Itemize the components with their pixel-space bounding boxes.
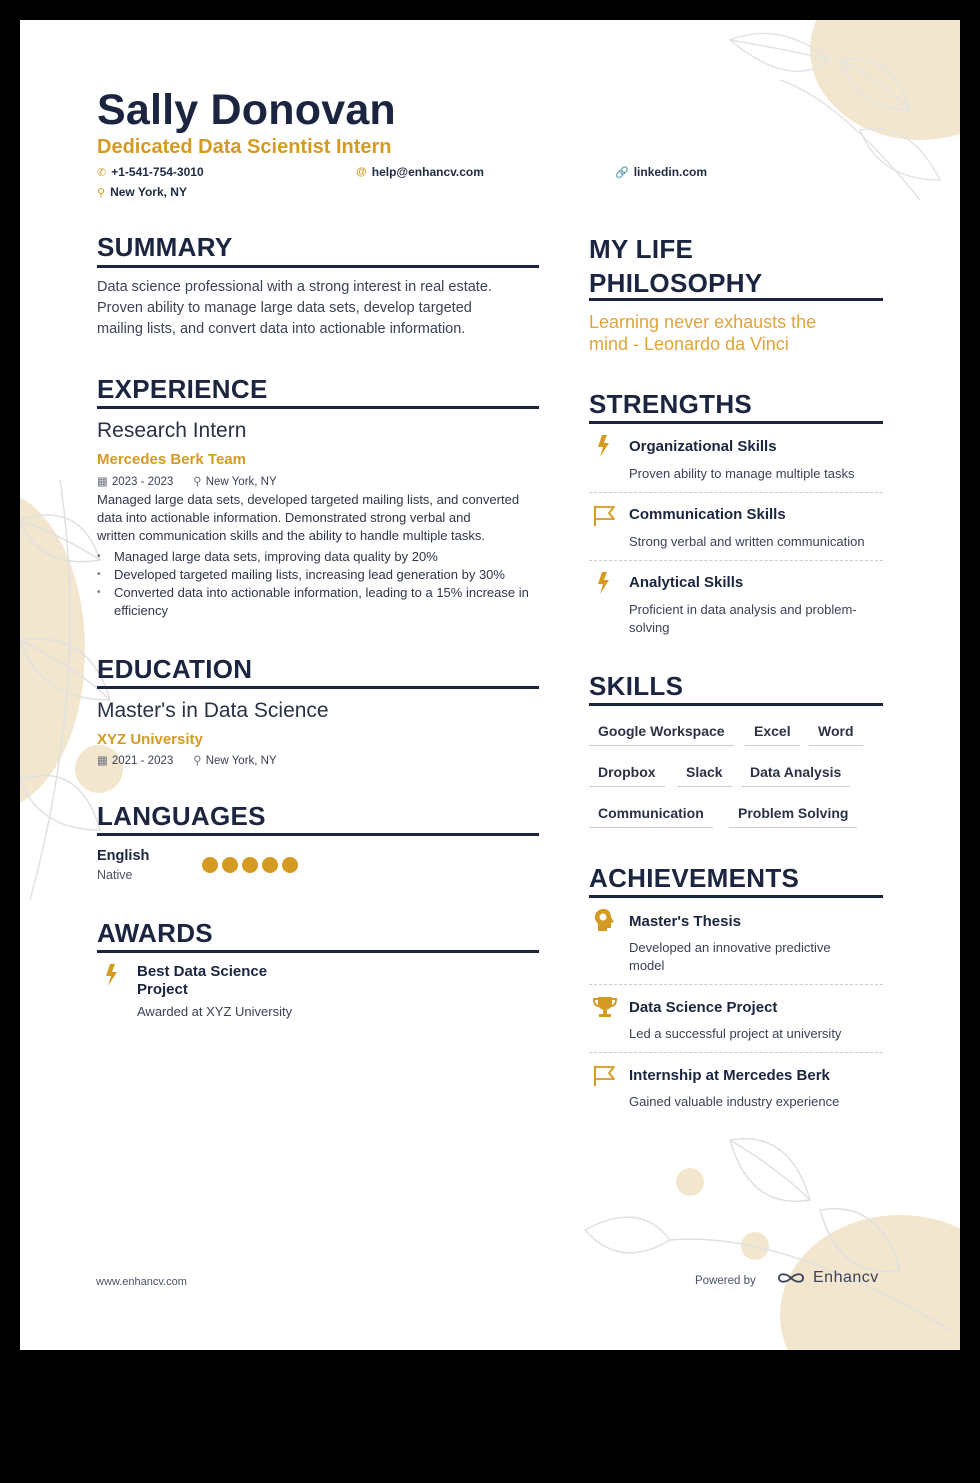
location-text: New York, NY bbox=[110, 185, 187, 199]
contact-phone[interactable] bbox=[97, 165, 204, 179]
decor-leaves-top-right bbox=[720, 20, 960, 210]
education-location: ⚲ New York, NY bbox=[193, 755, 277, 767]
experience-dates: ▦ 2023 - 2023 bbox=[97, 476, 174, 488]
languages-rule bbox=[97, 833, 539, 836]
strength-desc bbox=[629, 533, 899, 551]
enhancv-logo-text: Enhancv bbox=[813, 1269, 879, 1286]
achievement-title: Internship at Mercedes Berk bbox=[629, 1067, 830, 1084]
skill-tag: Communication bbox=[589, 805, 713, 828]
location-pin-icon: ⚲ bbox=[97, 186, 106, 199]
experience-meta bbox=[97, 474, 277, 488]
experience-bullets bbox=[97, 548, 542, 620]
education-degree: Master's in Data Science bbox=[97, 699, 329, 722]
strengths-rule bbox=[589, 421, 883, 424]
phone-icon: ✆ bbox=[97, 166, 107, 179]
language-rating bbox=[202, 857, 298, 873]
enhancv-logo[interactable] bbox=[775, 1269, 879, 1287]
strength-desc bbox=[629, 601, 889, 637]
achievement-title: Master's Thesis bbox=[629, 913, 741, 930]
strength-divider bbox=[589, 492, 883, 493]
strength-desc-line: Proven ability to manage multiple tasks bbox=[629, 466, 855, 481]
achievements-rule bbox=[589, 895, 883, 898]
strength-desc bbox=[629, 465, 889, 483]
strength-divider bbox=[589, 560, 883, 561]
achievement-desc-line: Gained valuable industry experience bbox=[629, 1094, 840, 1109]
achievements-heading: ACHIEVEMENTS bbox=[589, 863, 800, 893]
skill-tag: Slack bbox=[677, 764, 732, 787]
strength-desc-line: solving bbox=[629, 620, 670, 635]
link-icon: 🔗 bbox=[615, 166, 629, 179]
award-title-line: Project bbox=[137, 981, 188, 998]
candidate-name: Sally Donovan bbox=[97, 86, 396, 134]
website-text: linkedin.com bbox=[633, 165, 708, 179]
achievement-desc bbox=[629, 939, 889, 975]
education-heading: EDUCATION bbox=[97, 654, 253, 684]
education-school: XYZ University bbox=[97, 731, 203, 748]
powered-by-label: Powered by bbox=[695, 1275, 756, 1287]
flag-icon bbox=[592, 504, 618, 528]
achievement-desc-line: model bbox=[629, 958, 665, 973]
philosophy-quote-line: mind - Leonardo da Vinci bbox=[589, 334, 789, 354]
strength-title: Organizational Skills bbox=[629, 438, 777, 455]
summary-line: Data science professional with a strong interest in real estate. bbox=[97, 279, 492, 295]
bolt-icon bbox=[592, 434, 618, 458]
education-meta bbox=[97, 753, 277, 767]
experience-bullet: • Managed large data sets, improving data quality by 20% bbox=[97, 548, 542, 566]
email-text: help@enhancv.com bbox=[371, 165, 484, 179]
rating-dot bbox=[242, 857, 258, 873]
achievement-desc bbox=[629, 1093, 899, 1111]
enhancv-logo-icon bbox=[775, 1269, 807, 1287]
achievement-title: Data Science Project bbox=[629, 999, 778, 1016]
achievement-desc-line: Led a successful project at university bbox=[629, 1026, 842, 1041]
awards-rule bbox=[97, 950, 539, 953]
rating-dot bbox=[222, 857, 238, 873]
calendar-icon: ▦ bbox=[97, 476, 108, 488]
skill-tag: Excel bbox=[745, 723, 800, 746]
flag-icon bbox=[592, 1064, 618, 1088]
language-name: English bbox=[97, 848, 150, 864]
rating-dot bbox=[262, 857, 278, 873]
experience-bullet: • Converted data into actionable information, leading to a 15% increase in efficiency bbox=[97, 584, 542, 620]
skill-tag: Data Analysis bbox=[741, 764, 850, 787]
location-pin-icon: ⚲ bbox=[193, 755, 202, 767]
education-dates: ▦ 2021 - 2023 bbox=[97, 755, 174, 767]
strength-title: Analytical Skills bbox=[629, 574, 744, 591]
skill-tag: Google Workspace bbox=[589, 723, 734, 746]
skills-rule bbox=[589, 703, 883, 706]
location-pin-icon: ⚲ bbox=[193, 476, 202, 488]
achievement-divider bbox=[589, 1052, 883, 1053]
summary-line: mailing lists, and convert data into actionable information. bbox=[97, 321, 466, 337]
achievement-divider bbox=[589, 984, 883, 985]
contact-website[interactable] bbox=[615, 165, 707, 179]
summary-line: Proven ability to manage large data sets, develop targeted bbox=[97, 300, 472, 316]
experience-description bbox=[97, 491, 547, 545]
experience-role: Research Intern bbox=[97, 419, 247, 442]
at-icon: @ bbox=[356, 166, 367, 178]
strengths-heading: STRENGTHS bbox=[589, 389, 753, 419]
philosophy-rule bbox=[589, 298, 883, 301]
skill-tag: Word bbox=[809, 723, 863, 746]
award-title-line: Best Data Science bbox=[137, 963, 268, 980]
experience-description-line: Managed large data sets, developed targeted mailing lists, and converted bbox=[97, 492, 520, 507]
resume-page bbox=[20, 20, 960, 1350]
summary-rule bbox=[97, 265, 539, 268]
decor-leaves-bottom-right bbox=[580, 1130, 960, 1350]
philosophy-heading-line: PHILOSOPHY bbox=[589, 268, 763, 298]
experience-rule bbox=[97, 406, 539, 409]
rating-dot bbox=[202, 857, 218, 873]
skill-tag: Dropbox bbox=[589, 764, 665, 787]
bolt-icon bbox=[100, 963, 126, 987]
summary-text bbox=[97, 277, 547, 340]
bolt-icon bbox=[592, 571, 618, 595]
philosophy-heading-line: MY LIFE bbox=[589, 234, 694, 264]
phone-text: +1-541-754-3010 bbox=[111, 165, 204, 179]
achievement-desc-line: Developed an innovative predictive bbox=[629, 940, 831, 955]
award-title bbox=[137, 963, 337, 999]
languages-heading: LANGUAGES bbox=[97, 801, 266, 831]
strength-title: Communication Skills bbox=[629, 506, 786, 523]
footer-url[interactable]: www.enhancv.com bbox=[96, 1276, 187, 1288]
experience-location: ⚲ New York, NY bbox=[193, 476, 277, 488]
experience-company: Mercedes Berk Team bbox=[97, 451, 246, 468]
philosophy-quote bbox=[589, 311, 816, 355]
strength-desc-line: Proficient in data analysis and problem- bbox=[629, 602, 857, 617]
skill-tag: Problem Solving bbox=[729, 805, 857, 828]
trophy-icon bbox=[592, 995, 618, 1019]
strength-desc-line: Strong verbal and written communication bbox=[629, 534, 865, 549]
achievement-desc bbox=[629, 1025, 899, 1043]
contact-email[interactable] bbox=[356, 165, 484, 179]
philosophy-quote-line: Learning never exhausts the bbox=[589, 312, 817, 332]
rating-dot bbox=[282, 857, 298, 873]
summary-heading: SUMMARY bbox=[97, 232, 233, 262]
experience-heading: EXPERIENCE bbox=[97, 374, 268, 404]
education-rule bbox=[97, 686, 539, 689]
experience-description-line: data into actionable information. Demonstrated strong verbal and bbox=[97, 510, 471, 525]
candidate-tagline: Dedicated Data Scientist Intern bbox=[97, 136, 392, 158]
experience-description-line: written communication skills and the ability to handle multiple tasks. bbox=[97, 528, 486, 543]
awards-heading: AWARDS bbox=[97, 918, 213, 948]
experience-bullet: • Developed targeted mailing lists, increasing lead generation by 30% bbox=[97, 566, 542, 584]
contact-location bbox=[97, 185, 187, 199]
head-idea-icon bbox=[592, 908, 618, 932]
language-level: Native bbox=[97, 868, 133, 882]
skills-heading: SKILLS bbox=[589, 671, 684, 701]
philosophy-heading bbox=[589, 232, 762, 300]
calendar-icon: ▦ bbox=[97, 755, 108, 767]
award-desc: Awarded at XYZ University bbox=[137, 1004, 293, 1019]
